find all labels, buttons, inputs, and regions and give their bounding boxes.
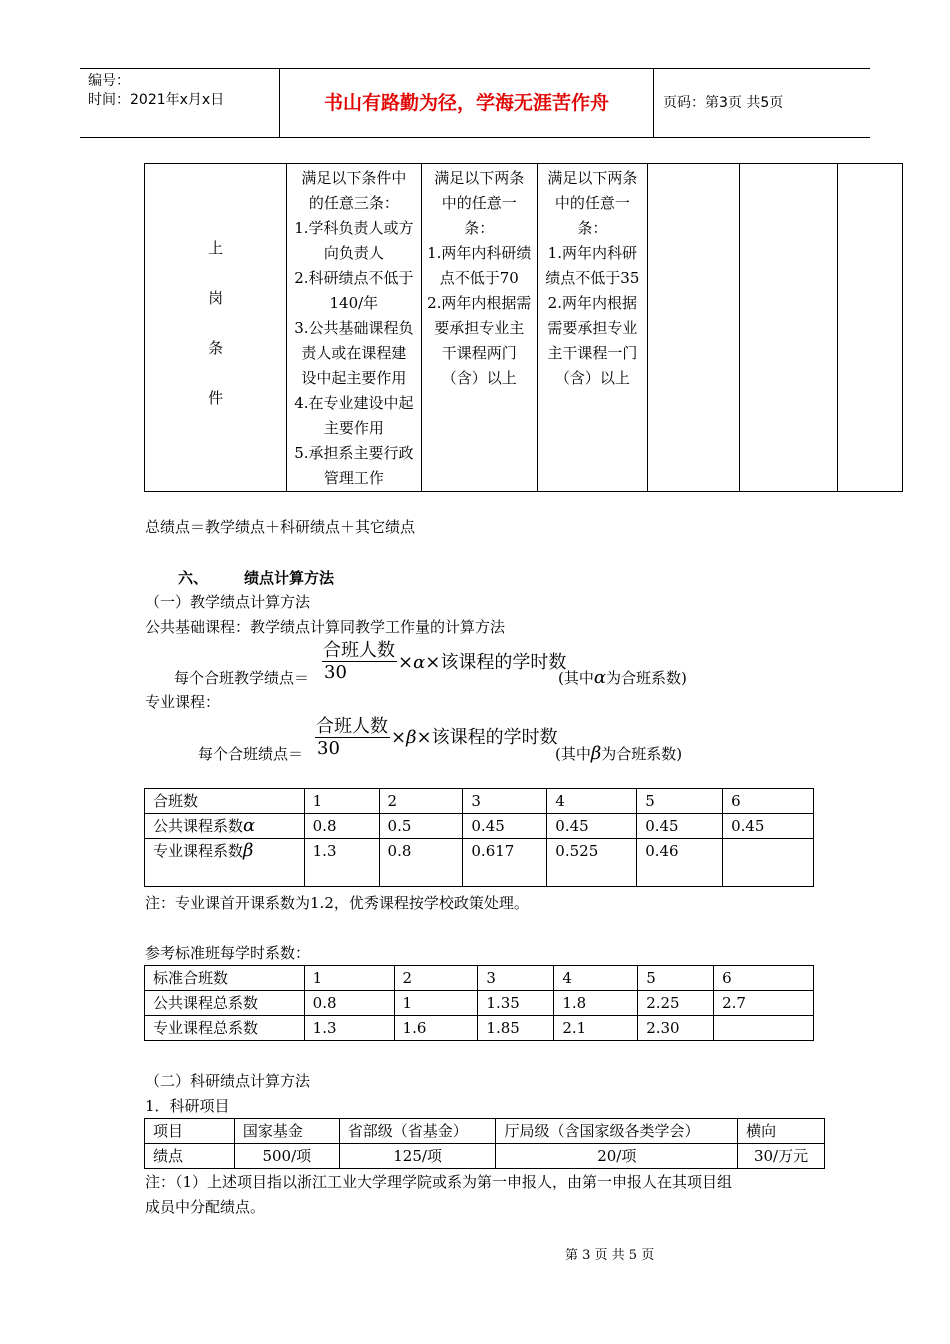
condition-line: 要承担专业主 [434,319,525,337]
table-cell: 2.25 [638,991,714,1016]
table-cell: 0.8 [379,839,463,887]
time-label: 时间：2021年x月x日 [88,92,225,108]
formula1-note [558,667,687,689]
table-row [145,1144,825,1169]
condition-line: 点不低于70 [439,269,519,287]
table-cell: 合班数 [145,789,305,814]
table-cell: 项目 [145,1119,235,1144]
condition-line: 满足以下条件中 [301,169,407,187]
condition-line: 5.承担系主要行政 [294,444,414,462]
condition-line: 1.两年内科研 [547,244,637,262]
formula1-lead: 每个合班教学绩点＝ [174,669,310,687]
public-course-text: 公共基础课程：教学绩点计算同教学工作量的计算方法 [145,618,506,636]
table-cell: 1.3 [304,1016,394,1041]
condition-table [144,163,903,492]
total-formula: 总绩点＝教学绩点＋科研绩点＋其它绩点 [145,518,416,536]
note-major-course: 注：专业课首开课系数为1.2，优秀课程按学校政策处理。 [145,894,529,912]
table-row [145,814,814,839]
table-row [145,1016,814,1041]
table-cell: 20/项 [496,1144,738,1169]
table-cell: 0.8 [304,991,394,1016]
coefficient-table [144,788,814,887]
research-points-table [144,1118,825,1169]
condition-col-3 [538,164,648,492]
formula1-times: × [398,652,414,673]
table-cell: 专业课程系数β [145,839,305,887]
formula2-expression [391,723,558,749]
formula2-numerator: 合班人数 [316,716,388,737]
condition-line: 4.在专业建设中起 [294,394,414,412]
subsection-teaching: （一）教学绩点计算方法 [145,593,311,611]
table-cell [714,1016,814,1041]
table-cell: 30/万元 [738,1144,825,1169]
table-cell: 1.3 [304,839,379,887]
table-cell: 0.45 [723,814,814,839]
page-header [80,68,870,138]
formula2-note [555,743,682,765]
row-title-char: 岗 [208,288,224,307]
condition-line: 干课程两门 [441,344,517,362]
table-cell: 1.85 [478,1016,554,1041]
note-research-line2: 成员中分配绩点。 [145,1198,266,1216]
table-cell: 1.6 [394,1016,478,1041]
page-footer: 第 3 页 共 5 页 [565,1248,655,1263]
table-cell: 0.46 [637,839,723,887]
table-cell: 1.35 [478,991,554,1016]
condition-line: 需要承担专业 [547,319,638,337]
condition-line: 绩点不低于35 [545,269,640,287]
table-cell: 0.617 [463,839,547,887]
table-row [145,991,814,1016]
table-cell: 2 [379,789,463,814]
major-course-text: 专业课程： [145,693,221,711]
condition-line: 2.科研绩点不低于 [294,269,414,287]
header-meta [80,69,280,137]
formula1-expression [398,648,566,674]
table-cell: 2.1 [554,1016,638,1041]
table-cell: 绩点 [145,1144,235,1169]
table-cell: 125/项 [339,1144,496,1169]
table-cell: 2 [394,966,478,991]
formula2-denominator: 30 [317,738,340,759]
table-cell: 公共课程系数α [145,814,305,839]
table-cell: 国家基金 [234,1119,339,1144]
formula1-denominator: 30 [324,662,347,683]
subsection-research: （二）科研绩点计算方法 [145,1072,311,1090]
table-cell: 5 [637,789,723,814]
table-row [145,966,814,991]
condition-line: 向负责人 [323,244,384,262]
formula1-note-a: (其中 [558,669,594,687]
condition-line: 的任意三条： [308,194,399,212]
table-cell: 1 [304,789,379,814]
table-row [145,1119,825,1144]
table-cell: 0.5 [379,814,463,839]
table-cell: 5 [638,966,714,991]
condition-line: 140/年 [329,294,379,312]
condition-line: 1.两年内科研绩 [427,244,532,262]
note-research-line1: 注：（1）上述项目指以浙江工业大学理学院或系为第一申报人，由第一申报人在其项目组 [145,1173,733,1191]
formula1-rest: ×该课程的学时数 [425,652,567,673]
row-title-char: 条 [208,338,224,357]
condition-line: 主干课程一门 [547,344,638,362]
beta-symbol: β [406,727,417,748]
condition-line: 中的任意一 [441,194,517,212]
condition-line: 2.两年内根据需 [427,294,532,312]
condition-line: 主要作用 [323,419,384,437]
formula2-rest: ×该课程的学时数 [416,727,558,748]
row-title-char: 件 [208,388,224,407]
beta-symbol: β [243,840,254,861]
alpha-symbol: α [243,815,256,836]
table-cell: 专业课程总系数 [145,1016,305,1041]
alpha-symbol: α [593,667,607,688]
condition-line: 满足以下两条 [547,169,638,187]
empty-cell [647,164,739,492]
reference-title: 参考标准班每学时系数： [145,944,311,962]
standard-class-table [144,965,814,1041]
table-cell: 0.525 [547,839,637,887]
research-item-title: 1．科研项目 [145,1097,230,1115]
table-cell: 省部级（省基金） [339,1119,496,1144]
table-cell: 0.8 [304,814,379,839]
table-cell: 厅局级（含国家级各类学会） [496,1119,738,1144]
number-label: 编号： [88,73,130,89]
page-number-label: 页码：第3页 共5页 [663,95,784,111]
condition-line: 中的任意一 [554,194,630,212]
row-title-char: 上 [208,238,224,257]
formula1-note-b: 为合班系数) [606,669,687,687]
table-cell: 2.30 [638,1016,714,1041]
table-cell: 0.45 [637,814,723,839]
condition-line: 3.公共基础课程负 [294,319,414,337]
table-cell: 4 [547,789,637,814]
table-cell: 横向 [738,1119,825,1144]
table-cell [723,839,814,887]
formula2-note-b: 为合班系数) [601,745,683,763]
header-motto: 书山有路勤为径，学海无涯苦作舟 [280,69,654,137]
table-cell: 1.8 [554,991,638,1016]
table-row [145,839,814,887]
condition-line: 满足以下两条 [434,169,525,187]
formula1-numerator: 合班人数 [323,640,395,661]
condition-line: 条： [577,219,608,237]
table-cell: 6 [723,789,814,814]
table-cell: 500/项 [234,1144,339,1169]
table-cell: 2.7 [714,991,814,1016]
table-cell: 4 [554,966,638,991]
row-title-cell [145,164,287,492]
table-cell: 1 [394,991,478,1016]
condition-line: （含）以上 [554,369,630,387]
condition-line: 管理工作 [323,469,384,487]
table-cell: 1 [304,966,394,991]
condition-line: 条： [464,219,495,237]
condition-line: 责人或在课程建 [301,344,407,362]
table-cell: 3 [463,789,547,814]
empty-cell [740,164,838,492]
empty-cell [838,164,903,492]
condition-line: （含）以上 [441,369,517,387]
condition-col-1 [287,164,421,492]
alpha-symbol: α [413,652,426,673]
beta-symbol: β [590,743,602,764]
section-number: 六、 [178,569,209,587]
table-row [145,789,814,814]
condition-line: 设中起主要作用 [301,369,407,387]
formula2-note-a: (其中 [555,745,591,763]
condition-col-2 [421,164,538,492]
table-cell: 0.45 [547,814,637,839]
table-cell: 6 [714,966,814,991]
table-cell: 0.45 [463,814,547,839]
table-cell: 标准合班数 [145,966,305,991]
table-cell: 3 [478,966,554,991]
condition-line: 1.学科负责人或方 [294,219,414,237]
condition-line: 2.两年内根据 [547,294,637,312]
section-title: 绩点计算方法 [244,569,335,587]
formula2-lead: 每个合班绩点＝ [198,745,304,763]
table-cell: 公共课程总系数 [145,991,305,1016]
formula2-times: × [391,727,407,748]
